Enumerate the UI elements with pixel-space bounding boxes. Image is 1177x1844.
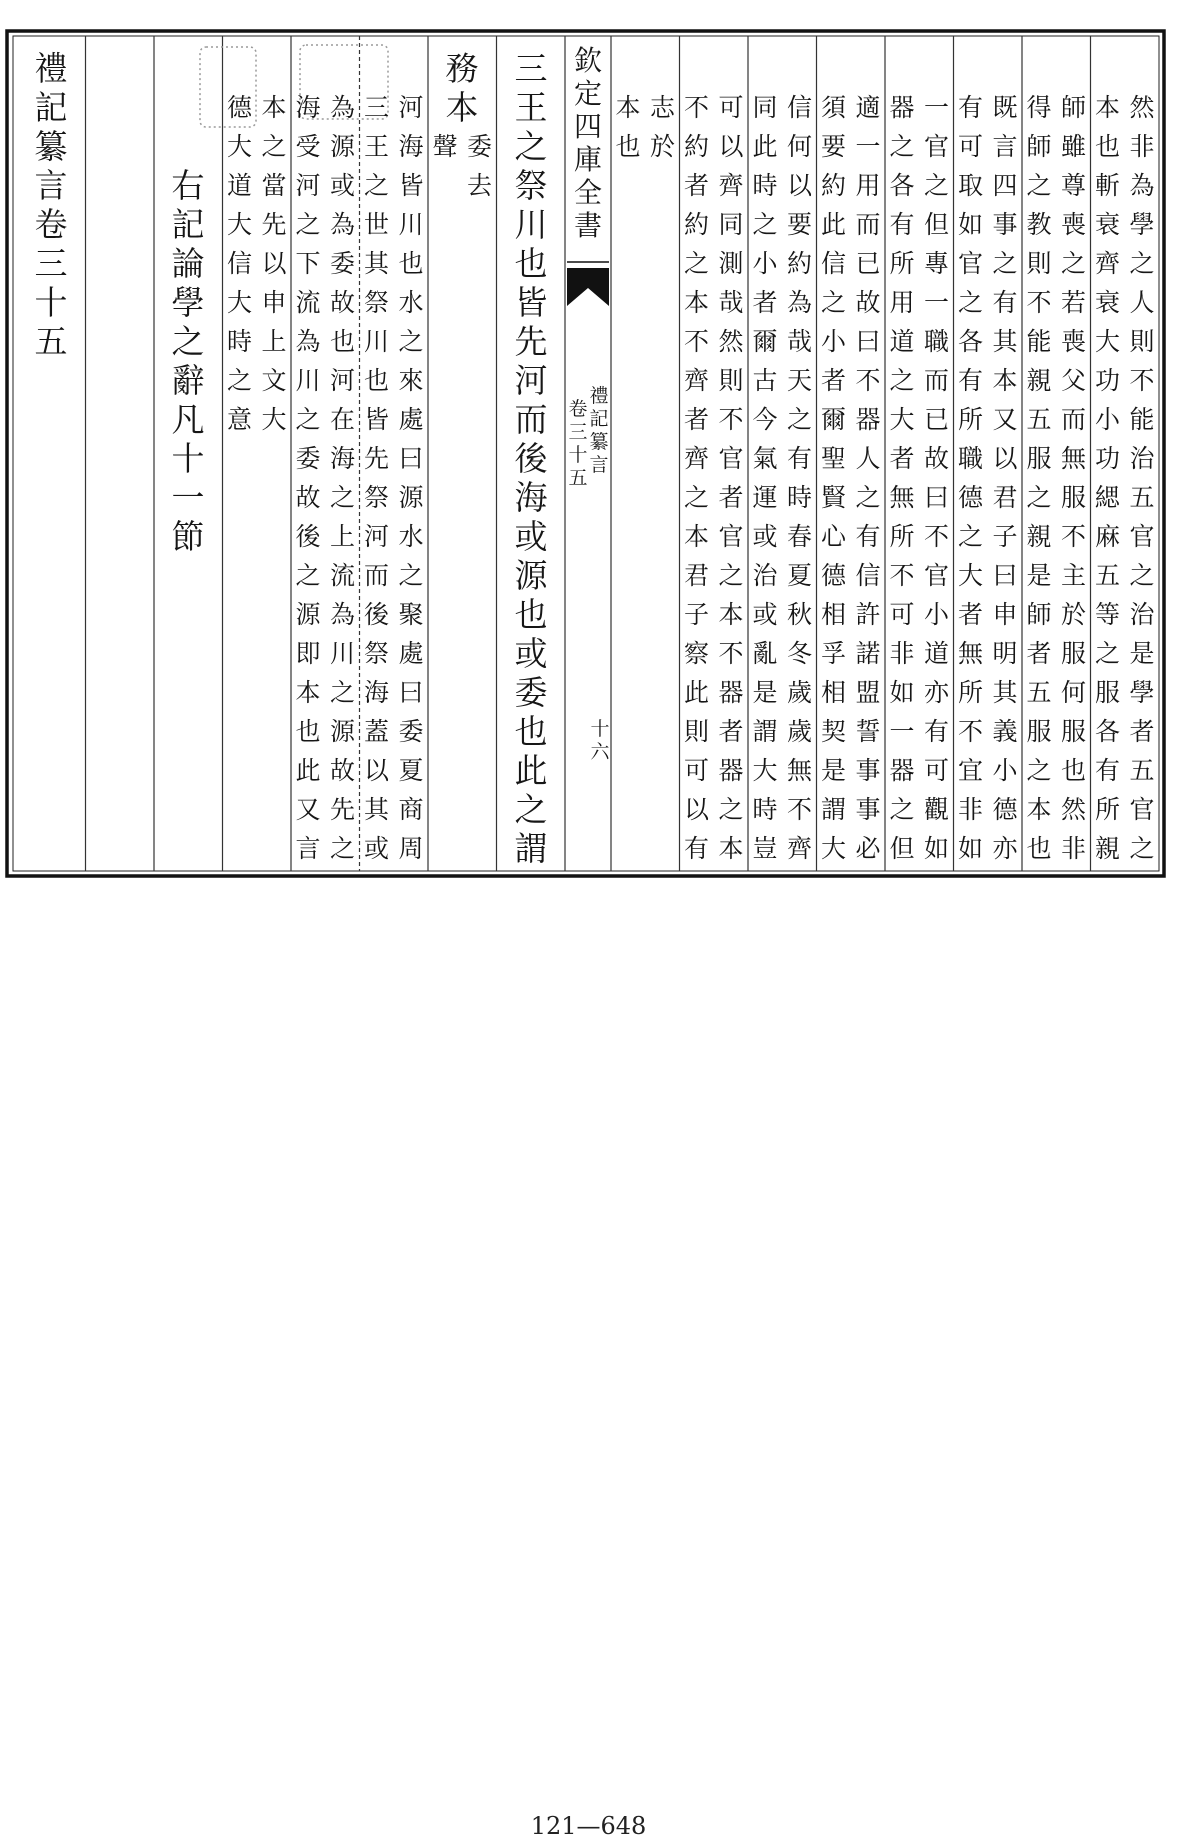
commentary-line: 本 之 當 先 以 申 上 文 大 — [261, 93, 287, 434]
commentary-line: 適 一 用 而 已 故 曰 不 器 人 之 有 信 許 諾 盟 誓 事 事 必 — [855, 93, 881, 863]
fishtail-mark — [567, 268, 609, 306]
commentary-line: 器 之 各 有 所 用 道 之 大 者 無 所 不 可 非 如 一 器 之 但 — [889, 93, 915, 863]
commentary-line: 海 受 河 之 下 流 為 川 之 委 故 後 之 源 即 本 也 此 又 言 — [295, 93, 321, 863]
commentary-line: 本 也 — [615, 93, 641, 161]
main-text-continuation: 務 本 — [445, 49, 479, 127]
commentary-line: 信 何 以 要 約 為 哉 天 之 有 時 春 夏 秋 冬 歲 歲 無 不 齊 — [786, 93, 812, 863]
fold-book-title: 禮 記 纂 言 — [589, 385, 609, 476]
commentary-line: 然 非 為 學 之 人 則 不 能 治 五 官 之 治 是 學 者 五 官 之 — [1129, 93, 1155, 863]
pronunciation-note: 委 去 — [466, 132, 492, 200]
commentary-line: 為 源 或 為 委 故 也 河 在 海 之 上 流 為 川 之 源 故 先 之 — [329, 93, 355, 863]
commentary-line: 德 大 道 大 信 大 時 之 意 — [226, 93, 252, 434]
commentary-line: 本 也 斬 衰 齊 衰 大 功 小 功 緦 麻 五 等 之 服 各 有 所 親 — [1094, 93, 1120, 863]
commentary-line: 師 雖 尊 喪 之 若 喪 父 而 無 服 不 主 於 服 何 服 也 然 非 — [1060, 93, 1086, 863]
commentary-line: 不 約 者 約 之 本 不 齊 者 齊 之 本 君 子 察 此 則 可 以 有 — [683, 93, 709, 863]
commentary-line: 三 王 之 世 其 祭 川 也 皆 先 祭 河 而 後 祭 海 蓋 以 其 或 — [363, 93, 389, 863]
fold-series-title: 欽 定 四 庫 全 書 — [573, 44, 602, 242]
commentary-line: 既 言 四 事 之 有 其 本 又 以 君 子 曰 申 明 其 義 小 德 亦 — [992, 93, 1018, 863]
commentary-line: 一 官 之 但 專 一 職 而 已 故 曰 不 官 小 道 亦 有 可 觀 如 — [923, 93, 949, 863]
commentary-line: 同 此 時 之 小 者 爾 古 今 氣 運 或 治 或 亂 是 謂 大 時 豈 — [752, 93, 778, 863]
commentary-line: 可 以 齊 同 測 哉 然 則 不 官 者 官 之 本 不 器 者 器 之 本 — [718, 93, 744, 863]
commentary-line: 有 可 取 如 官 之 各 有 所 職 德 之 大 者 無 所 不 宜 非 如 — [957, 93, 983, 863]
commentary-line: 得 師 之 教 則 不 能 親 五 服 之 親 是 師 者 五 服 之 本 也 — [1026, 93, 1052, 863]
main-text-column: 三 王 之 祭 川 也 皆 先 河 而 後 海 或 源 也 或 委 也 此 之 謂 — [514, 49, 548, 868]
section-summary-note: 右 記 論 學 之 辭 凡 十 一 節 — [171, 166, 205, 556]
fold-leaf-number: 十 六 — [590, 718, 610, 763]
page-number: 121—648 — [530, 1812, 647, 1840]
fold-volume-number: 卷 三 十 五 — [568, 398, 588, 489]
pronunciation-note: 聲 — [432, 132, 458, 161]
commentary-line: 須 要 約 此 信 之 小 者 爾 聖 賢 心 德 相 孚 相 契 是 謂 大 — [820, 93, 846, 863]
commentary-line: 志 於 — [649, 93, 675, 161]
chapter-title: 禮 記 纂 言 卷 三 十 五 — [34, 49, 68, 361]
commentary-line: 河 海 皆 川 也 水 之 來 處 曰 源 水 之 聚 處 曰 委 夏 商 周 — [398, 93, 424, 863]
